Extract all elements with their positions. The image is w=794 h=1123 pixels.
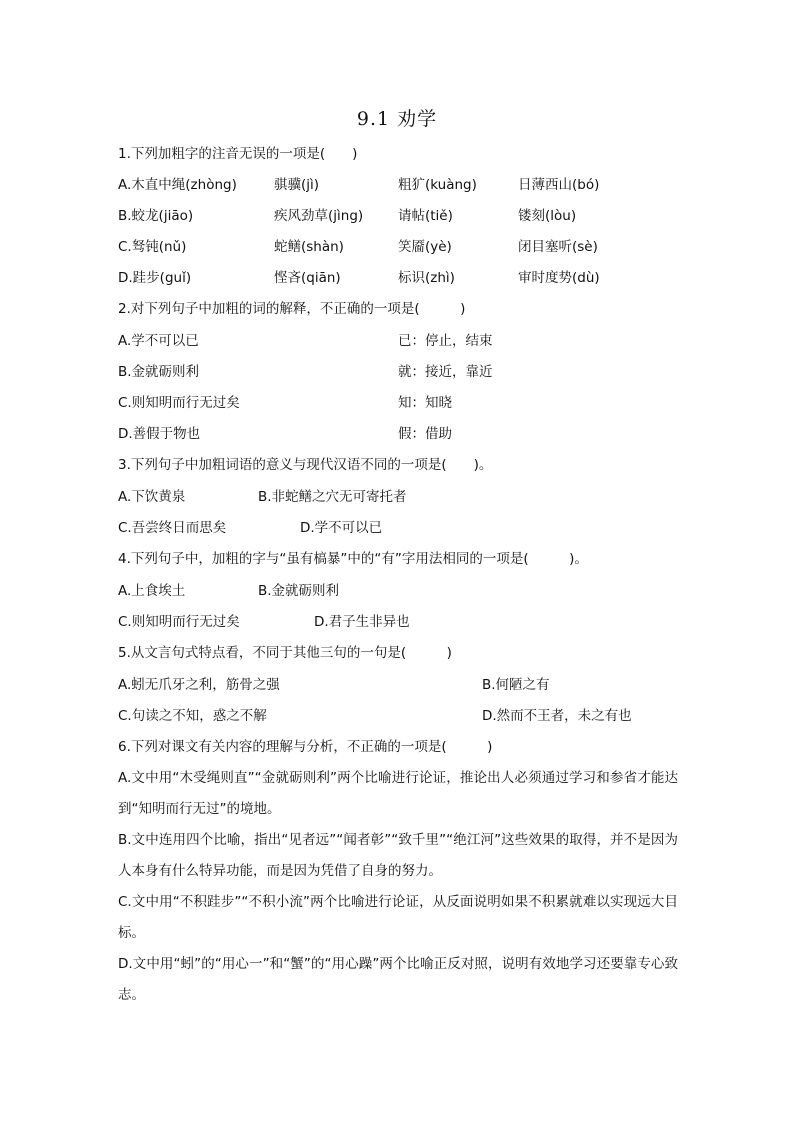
q1-option-d-item-3: 标识(zhì)	[398, 270, 455, 286]
q4-option-b: B.金就砺则利	[258, 583, 340, 599]
q1-option-c: C.驽钝(nǔ)	[118, 239, 187, 255]
q4-option-d: D.君子生非异也	[314, 614, 410, 630]
q1-option-a: A.木直中绳(zhòng)	[118, 177, 237, 193]
q4-option-c: C.则知明而行无过矣	[118, 614, 240, 630]
question-1-stem: 1.下列加粗字的注音无误的一项是( )	[118, 146, 358, 162]
q4-option-a: A.上食埃土	[118, 583, 186, 599]
q1-option-d: D.跬步(guǐ)	[118, 270, 192, 286]
q2-option-b-gloss: 就：接近，靠近	[398, 364, 493, 380]
question-5-stem: 5.从文言句式特点看，不同于其他三句的一句是( )	[118, 645, 452, 661]
q1-option-d-item-4: 审时度势(dù)	[518, 270, 600, 286]
q1-option-c-item-4: 闭目塞听(sè)	[518, 239, 598, 255]
q6-option-a: A.文中用“木受绳则直”“金就砺则利”两个比喻进行论证，推论出人必须通过学习和参省才能达到“知明而行无过”的境地。	[118, 770, 678, 817]
q1-option-a-item-2: 骐骥(jì)	[274, 177, 320, 193]
q2-option-d: D.善假于物也	[118, 426, 201, 442]
q6-option-b: B.文中连用四个比喻，指出“见者远”“闻者彰”“致千里”“绝江河”这些效果的取得，并不是因为人本身有什么特异功能，而是因为凭借了自身的努力。	[118, 832, 678, 879]
question-4-stem: 4.下列句子中，加粗的字与“虽有槁暴”中的“有”字用法相同的一项是( )。	[118, 551, 588, 567]
q1-option-c-item-3: 笑靥(yè)	[398, 239, 452, 255]
q2-option-b: B.金就砺则利	[118, 364, 200, 380]
q1-option-b: B.蛟龙(jiāo)	[118, 208, 194, 224]
q2-option-c-gloss: 知：知晓	[398, 395, 452, 411]
q1-option-d-item-2: 悭吝(qiān)	[274, 270, 341, 286]
q2-option-a-gloss: 已：停止，结束	[398, 333, 493, 349]
q6-option-c: C.文中用“不积跬步”“不积小流”两个比喻进行论证，从反面说明如果不积累就难以实现远大目标。	[118, 894, 678, 941]
q1-option-b-item-2: 疾风劲草(jìng)	[274, 208, 364, 224]
q5-option-d: D.然而不王者，未之有也	[482, 708, 632, 724]
q1-option-a-item-3: 粗犷(kuàng)	[398, 177, 477, 193]
q6-option-d: D.文中用“蚓”的“用心一”和“蟹”的“用心躁”两个比喻正反对照，说明有效地学习还要靠专心致志。	[118, 956, 678, 1003]
q1-option-c-item-2: 蛇鳝(shàn)	[274, 239, 344, 255]
question-6-stem: 6.下列对课文有关内容的理解与分析，不正确的一项是( )	[118, 739, 493, 755]
question-3-stem: 3.下列句子中加粗词语的意义与现代汉语不同的一项是( )。	[118, 457, 493, 473]
q2-option-a: A.学不可以已	[118, 333, 199, 349]
q1-option-b-item-4: 镂刻(lòu)	[518, 208, 577, 224]
q2-option-d-gloss: 假：借助	[398, 426, 452, 442]
question-2-stem: 2.对下列句子中加粗的词的解释，不正确的一项是( )	[118, 301, 466, 317]
q3-option-c: C.吾尝终日而思矣	[118, 520, 227, 536]
q3-option-b: B.非蛇鳝之穴无可寄托者	[258, 489, 407, 505]
q3-option-a: A.下饮黄泉	[118, 489, 186, 505]
q5-option-b: B.何陋之有	[482, 677, 550, 693]
q5-option-c: C.句读之不知，惑之不解	[118, 708, 267, 724]
q5-option-a: A.蚓无爪牙之利，筋骨之强	[118, 677, 280, 693]
q2-option-c: C.则知明而行无过矣	[118, 395, 240, 411]
q1-option-b-item-3: 请帖(tiě)	[398, 208, 453, 224]
q3-option-d: D.学不可以已	[300, 520, 383, 536]
q1-option-a-item-4: 日薄西山(bó)	[518, 177, 600, 193]
page-title: 9.1 劝学	[356, 108, 438, 130]
